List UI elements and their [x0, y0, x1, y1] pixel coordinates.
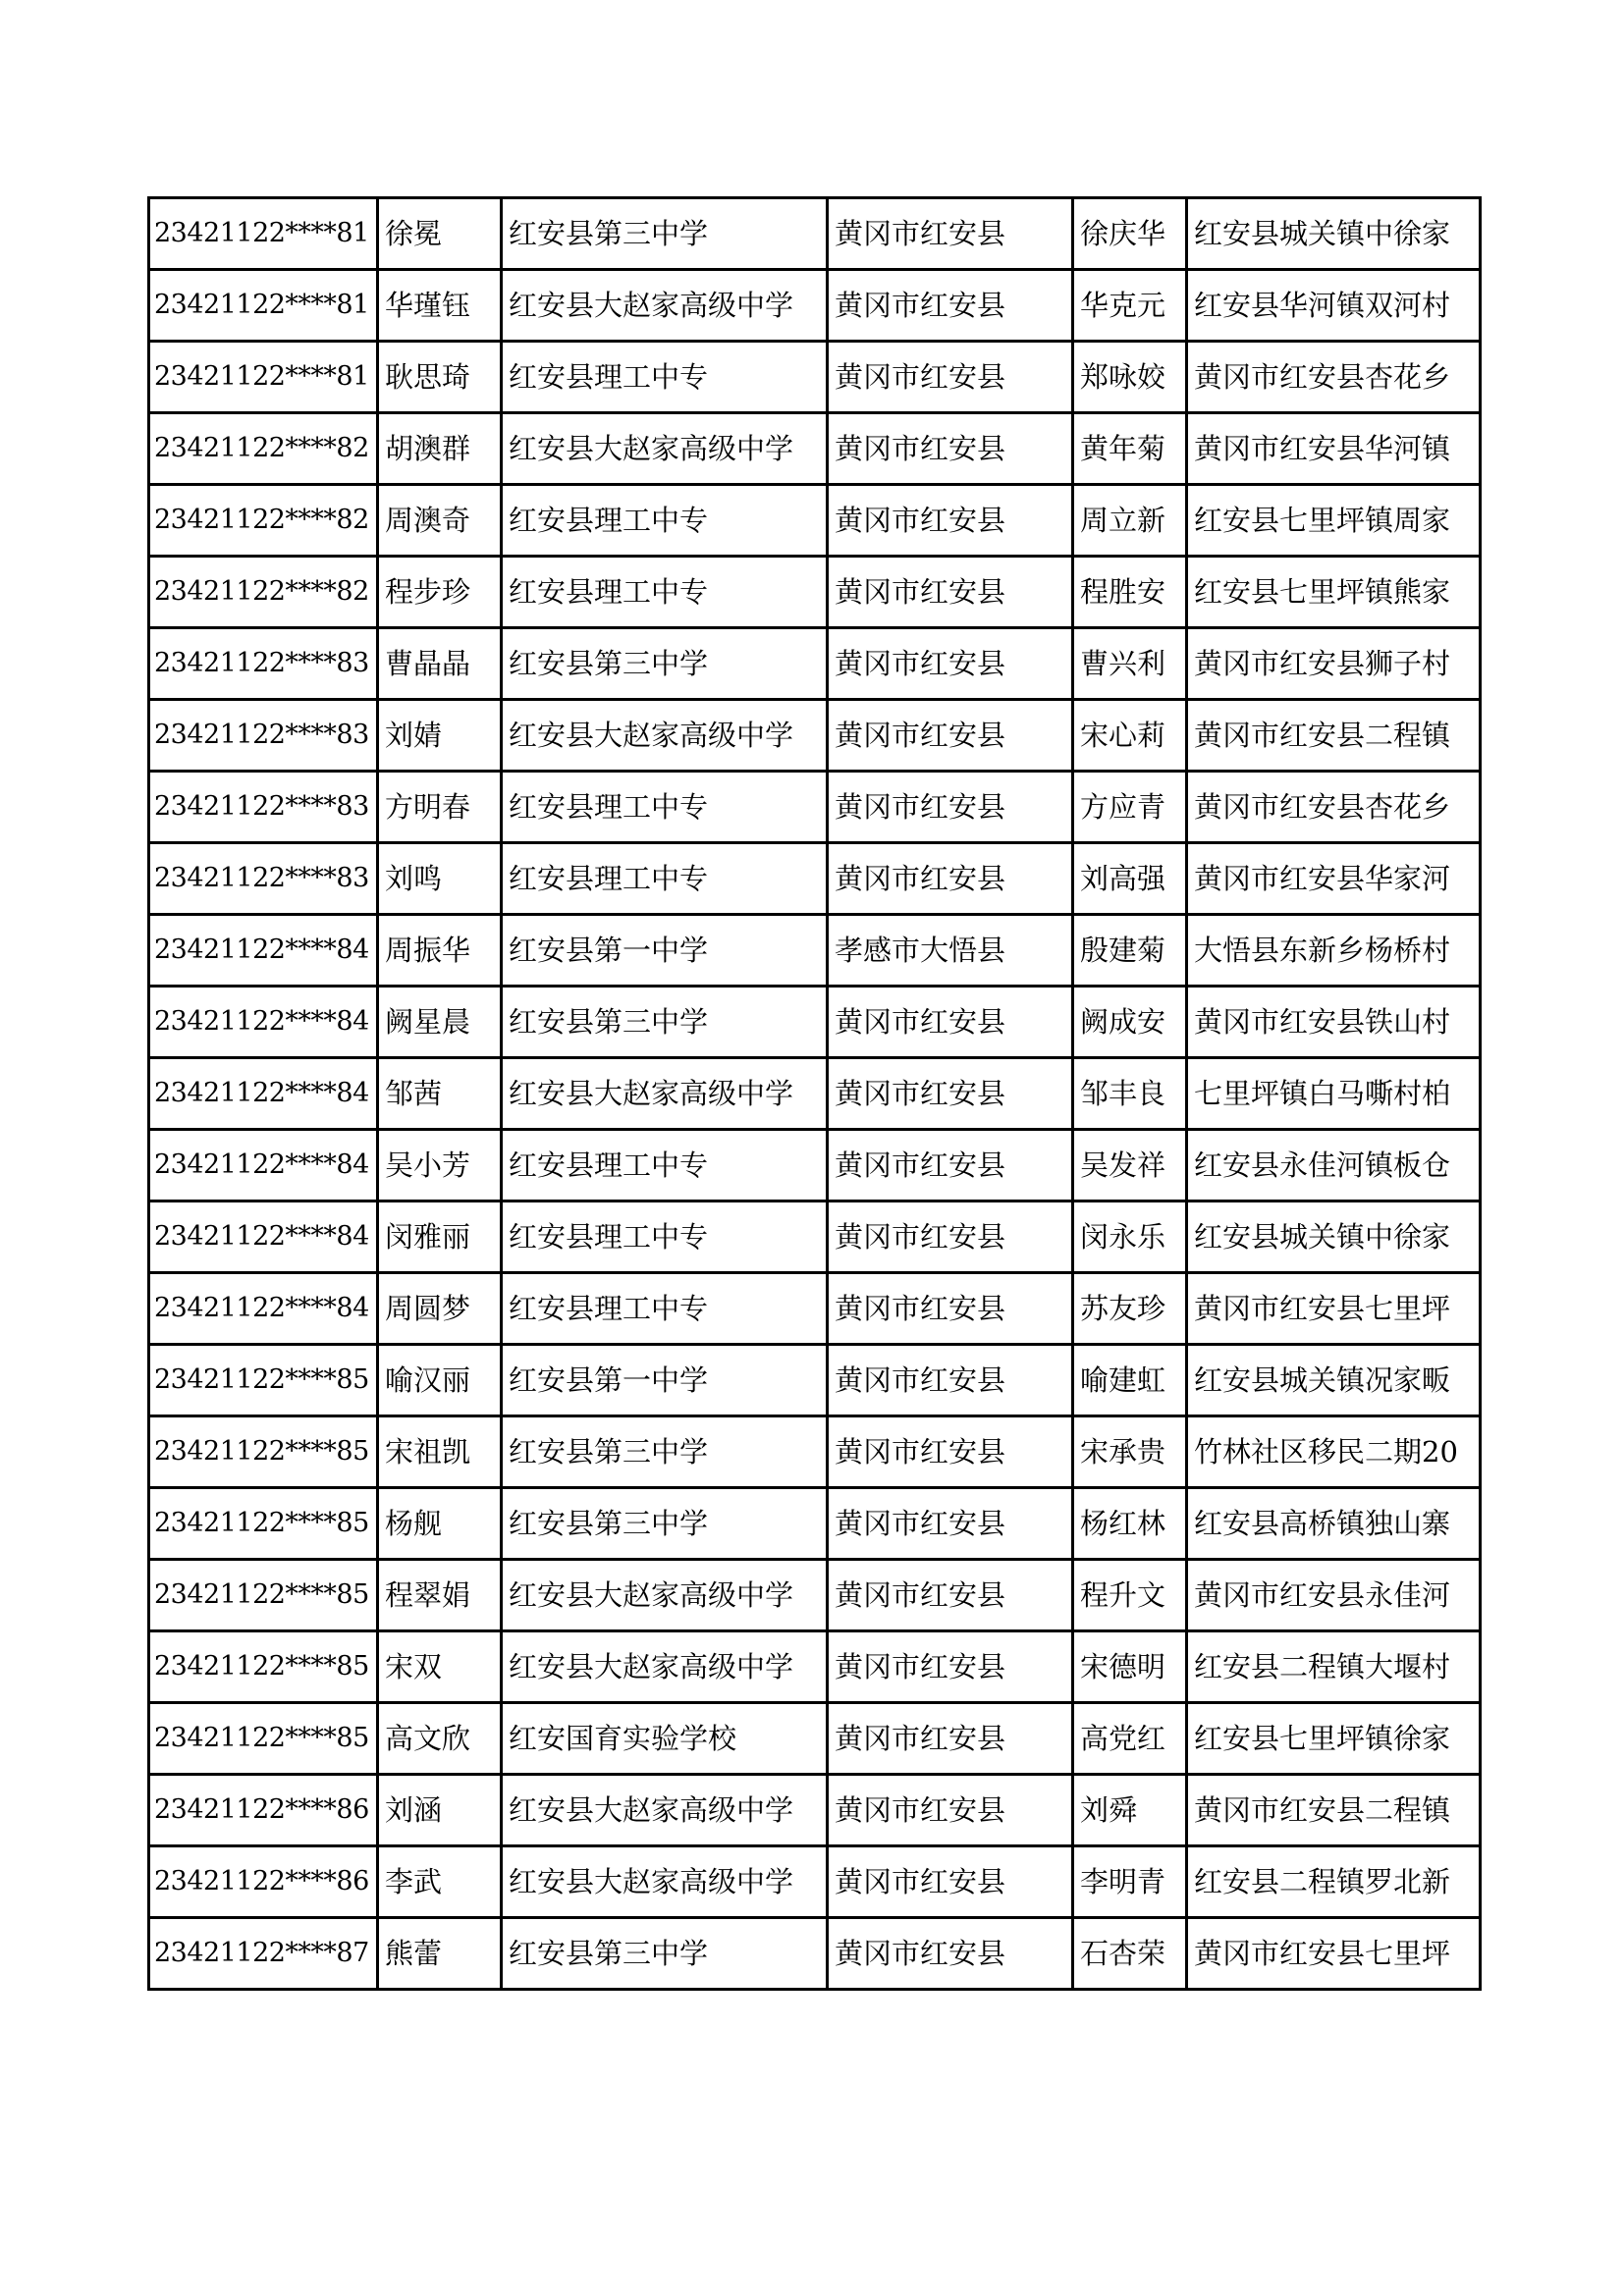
school-cell: 红安县理工中专 [502, 843, 828, 915]
id-number-cell: 23421122****85 [149, 1345, 378, 1416]
table-row [149, 915, 1481, 987]
household-location-cell: 黄冈市红安县 [828, 1703, 1073, 1775]
table-row [149, 1488, 1481, 1560]
table-row [149, 1775, 1481, 1846]
address-cell: 黄冈市红安县华河镇 [1187, 413, 1481, 485]
table-row [149, 987, 1481, 1058]
school-cell: 红安县第三中学 [502, 1918, 828, 1990]
address-cell: 红安县城关镇中徐家 [1187, 198, 1481, 270]
household-location-cell: 黄冈市红安县 [828, 557, 1073, 628]
table-row [149, 628, 1481, 700]
id-number-cell: 23421122****83 [149, 628, 378, 700]
address-cell: 黄冈市红安县华家河 [1187, 843, 1481, 915]
guardian-name-cell: 闵永乐 [1073, 1201, 1187, 1273]
data-table [147, 196, 1482, 1991]
id-number-cell: 23421122****85 [149, 1631, 378, 1703]
guardian-name-cell: 宋承贵 [1073, 1416, 1187, 1488]
household-location-cell: 黄冈市红安县 [828, 700, 1073, 772]
table-row [149, 1201, 1481, 1273]
table-row [149, 700, 1481, 772]
guardian-name-cell: 杨红林 [1073, 1488, 1187, 1560]
household-location-cell: 黄冈市红安县 [828, 413, 1073, 485]
school-cell: 红安县理工中专 [502, 342, 828, 413]
table-row [149, 1416, 1481, 1488]
household-location-cell: 黄冈市红安县 [828, 987, 1073, 1058]
guardian-name-cell: 周立新 [1073, 485, 1187, 557]
school-cell: 红安县理工中专 [502, 485, 828, 557]
address-cell: 黄冈市红安县铁山村 [1187, 987, 1481, 1058]
student-name-cell: 方明春 [378, 772, 502, 843]
address-cell: 黄冈市红安县狮子村 [1187, 628, 1481, 700]
school-cell: 红安县第三中学 [502, 987, 828, 1058]
id-number-cell: 23421122****81 [149, 198, 378, 270]
household-location-cell: 黄冈市红安县 [828, 1201, 1073, 1273]
table-row [149, 1918, 1481, 1990]
address-cell: 黄冈市红安县七里坪 [1187, 1273, 1481, 1345]
school-cell: 红安国育实验学校 [502, 1703, 828, 1775]
household-location-cell: 黄冈市红安县 [828, 1345, 1073, 1416]
household-location-cell: 黄冈市红安县 [828, 270, 1073, 342]
address-cell: 黄冈市红安县二程镇 [1187, 1775, 1481, 1846]
guardian-name-cell: 程胜安 [1073, 557, 1187, 628]
id-number-cell: 23421122****84 [149, 1273, 378, 1345]
student-name-cell: 闵雅丽 [378, 1201, 502, 1273]
address-cell: 大悟县东新乡杨桥村 [1187, 915, 1481, 987]
id-number-cell: 23421122****85 [149, 1416, 378, 1488]
id-number-cell: 23421122****83 [149, 843, 378, 915]
address-cell: 黄冈市红安县二程镇 [1187, 700, 1481, 772]
table-row [149, 342, 1481, 413]
student-name-cell: 阙星晨 [378, 987, 502, 1058]
address-cell: 黄冈市红安县杏花乡 [1187, 342, 1481, 413]
address-cell: 红安县七里坪镇熊家 [1187, 557, 1481, 628]
guardian-name-cell: 宋德明 [1073, 1631, 1187, 1703]
table-row [149, 1846, 1481, 1918]
guardian-name-cell: 喻建虹 [1073, 1345, 1187, 1416]
household-location-cell: 黄冈市红安县 [828, 1775, 1073, 1846]
table-row [149, 1058, 1481, 1130]
student-name-cell: 杨舰 [378, 1488, 502, 1560]
guardian-name-cell: 刘舜 [1073, 1775, 1187, 1846]
guardian-name-cell: 邹丰良 [1073, 1058, 1187, 1130]
student-name-cell: 宋双 [378, 1631, 502, 1703]
address-cell: 红安县高桥镇独山寨 [1187, 1488, 1481, 1560]
guardian-name-cell: 曹兴利 [1073, 628, 1187, 700]
id-number-cell: 23421122****81 [149, 342, 378, 413]
table-row [149, 1703, 1481, 1775]
id-number-cell: 23421122****82 [149, 557, 378, 628]
school-cell: 红安县第三中学 [502, 1416, 828, 1488]
address-cell: 竹林社区移民二期20 [1187, 1416, 1481, 1488]
student-name-cell: 周澳奇 [378, 485, 502, 557]
id-number-cell: 23421122****84 [149, 987, 378, 1058]
household-location-cell: 黄冈市红安县 [828, 1416, 1073, 1488]
guardian-name-cell: 高党红 [1073, 1703, 1187, 1775]
id-number-cell: 23421122****81 [149, 270, 378, 342]
student-name-cell: 刘婧 [378, 700, 502, 772]
student-name-cell: 高文欣 [378, 1703, 502, 1775]
address-cell: 黄冈市红安县永佳河 [1187, 1560, 1481, 1631]
address-cell: 红安县七里坪镇徐家 [1187, 1703, 1481, 1775]
household-location-cell: 黄冈市红安县 [828, 1273, 1073, 1345]
student-name-cell: 喻汉丽 [378, 1345, 502, 1416]
id-number-cell: 23421122****82 [149, 485, 378, 557]
student-name-cell: 熊蕾 [378, 1918, 502, 1990]
school-cell: 红安县大赵家高级中学 [502, 270, 828, 342]
guardian-name-cell: 石杏荣 [1073, 1918, 1187, 1990]
household-location-cell: 黄冈市红安县 [828, 1130, 1073, 1201]
student-name-cell: 华瑾钰 [378, 270, 502, 342]
address-cell: 红安县华河镇双河村 [1187, 270, 1481, 342]
student-name-cell: 刘涵 [378, 1775, 502, 1846]
address-cell: 红安县七里坪镇周家 [1187, 485, 1481, 557]
address-cell: 红安县城关镇中徐家 [1187, 1201, 1481, 1273]
student-name-cell: 胡澳群 [378, 413, 502, 485]
student-name-cell: 程步珍 [378, 557, 502, 628]
household-location-cell: 黄冈市红安县 [828, 1631, 1073, 1703]
id-number-cell: 23421122****84 [149, 915, 378, 987]
school-cell: 红安县大赵家高级中学 [502, 700, 828, 772]
table-row [149, 413, 1481, 485]
table-row [149, 557, 1481, 628]
id-number-cell: 23421122****84 [149, 1058, 378, 1130]
guardian-name-cell: 刘高强 [1073, 843, 1187, 915]
school-cell: 红安县大赵家高级中学 [502, 1058, 828, 1130]
guardian-name-cell: 黄年菊 [1073, 413, 1187, 485]
guardian-name-cell: 阙成安 [1073, 987, 1187, 1058]
table-row [149, 485, 1481, 557]
household-location-cell: 黄冈市红安县 [828, 485, 1073, 557]
table-row [149, 1130, 1481, 1201]
household-location-cell: 黄冈市红安县 [828, 1918, 1073, 1990]
id-number-cell: 23421122****87 [149, 1918, 378, 1990]
school-cell: 红安县理工中专 [502, 1130, 828, 1201]
student-name-cell: 李武 [378, 1846, 502, 1918]
address-cell: 黄冈市红安县杏花乡 [1187, 772, 1481, 843]
household-location-cell: 黄冈市红安县 [828, 1846, 1073, 1918]
address-cell: 红安县二程镇大堰村 [1187, 1631, 1481, 1703]
address-cell: 红安县永佳河镇板仓 [1187, 1130, 1481, 1201]
id-number-cell: 23421122****82 [149, 413, 378, 485]
guardian-name-cell: 徐庆华 [1073, 198, 1187, 270]
table-row [149, 270, 1481, 342]
student-name-cell: 曹晶晶 [378, 628, 502, 700]
id-number-cell: 23421122****84 [149, 1130, 378, 1201]
school-cell: 红安县大赵家高级中学 [502, 1560, 828, 1631]
guardian-name-cell: 方应青 [1073, 772, 1187, 843]
guardian-name-cell: 华克元 [1073, 270, 1187, 342]
id-number-cell: 23421122****83 [149, 700, 378, 772]
id-number-cell: 23421122****85 [149, 1560, 378, 1631]
school-cell: 红安县理工中专 [502, 1273, 828, 1345]
id-number-cell: 23421122****84 [149, 1201, 378, 1273]
student-name-cell: 周振华 [378, 915, 502, 987]
school-cell: 红安县第三中学 [502, 198, 828, 270]
id-number-cell: 23421122****85 [149, 1488, 378, 1560]
school-cell: 红安县理工中专 [502, 772, 828, 843]
student-name-cell: 吴小芳 [378, 1130, 502, 1201]
table-row [149, 1560, 1481, 1631]
table-body [149, 198, 1481, 1990]
table-row [149, 843, 1481, 915]
table-row [149, 198, 1481, 270]
school-cell: 红安县大赵家高级中学 [502, 413, 828, 485]
student-name-cell: 刘鸣 [378, 843, 502, 915]
household-location-cell: 黄冈市红安县 [828, 628, 1073, 700]
school-cell: 红安县大赵家高级中学 [502, 1846, 828, 1918]
guardian-name-cell: 郑咏姣 [1073, 342, 1187, 413]
student-name-cell: 程翠娟 [378, 1560, 502, 1631]
school-cell: 红安县理工中专 [502, 557, 828, 628]
table-row [149, 772, 1481, 843]
school-cell: 红安县大赵家高级中学 [502, 1775, 828, 1846]
household-location-cell: 黄冈市红安县 [828, 342, 1073, 413]
guardian-name-cell: 李明青 [1073, 1846, 1187, 1918]
school-cell: 红安县第三中学 [502, 628, 828, 700]
guardian-name-cell: 殷建菊 [1073, 915, 1187, 987]
school-cell: 红安县第一中学 [502, 915, 828, 987]
address-cell: 黄冈市红安县七里坪 [1187, 1918, 1481, 1990]
school-cell: 红安县第三中学 [502, 1488, 828, 1560]
student-name-cell: 宋祖凯 [378, 1416, 502, 1488]
guardian-name-cell: 程升文 [1073, 1560, 1187, 1631]
student-name-cell: 徐冕 [378, 198, 502, 270]
school-cell: 红安县大赵家高级中学 [502, 1631, 828, 1703]
household-location-cell: 黄冈市红安县 [828, 198, 1073, 270]
address-cell: 红安县二程镇罗北新 [1187, 1846, 1481, 1918]
id-number-cell: 23421122****83 [149, 772, 378, 843]
id-number-cell: 23421122****86 [149, 1846, 378, 1918]
household-location-cell: 黄冈市红安县 [828, 1488, 1073, 1560]
household-location-cell: 黄冈市红安县 [828, 772, 1073, 843]
student-name-cell: 邹茜 [378, 1058, 502, 1130]
guardian-name-cell: 宋心莉 [1073, 700, 1187, 772]
id-number-cell: 23421122****85 [149, 1703, 378, 1775]
address-cell: 七里坪镇白马嘶村柏 [1187, 1058, 1481, 1130]
household-location-cell: 黄冈市红安县 [828, 843, 1073, 915]
table-row [149, 1631, 1481, 1703]
address-cell: 红安县城关镇况家畈 [1187, 1345, 1481, 1416]
table-row [149, 1273, 1481, 1345]
id-number-cell: 23421122****86 [149, 1775, 378, 1846]
household-location-cell: 黄冈市红安县 [828, 1058, 1073, 1130]
school-cell: 红安县第一中学 [502, 1345, 828, 1416]
household-location-cell: 黄冈市红安县 [828, 1560, 1073, 1631]
table-row [149, 1345, 1481, 1416]
household-location-cell: 孝感市大悟县 [828, 915, 1073, 987]
guardian-name-cell: 吴发祥 [1073, 1130, 1187, 1201]
school-cell: 红安县理工中专 [502, 1201, 828, 1273]
student-name-cell: 耿思琦 [378, 342, 502, 413]
student-name-cell: 周圆梦 [378, 1273, 502, 1345]
guardian-name-cell: 苏友珍 [1073, 1273, 1187, 1345]
